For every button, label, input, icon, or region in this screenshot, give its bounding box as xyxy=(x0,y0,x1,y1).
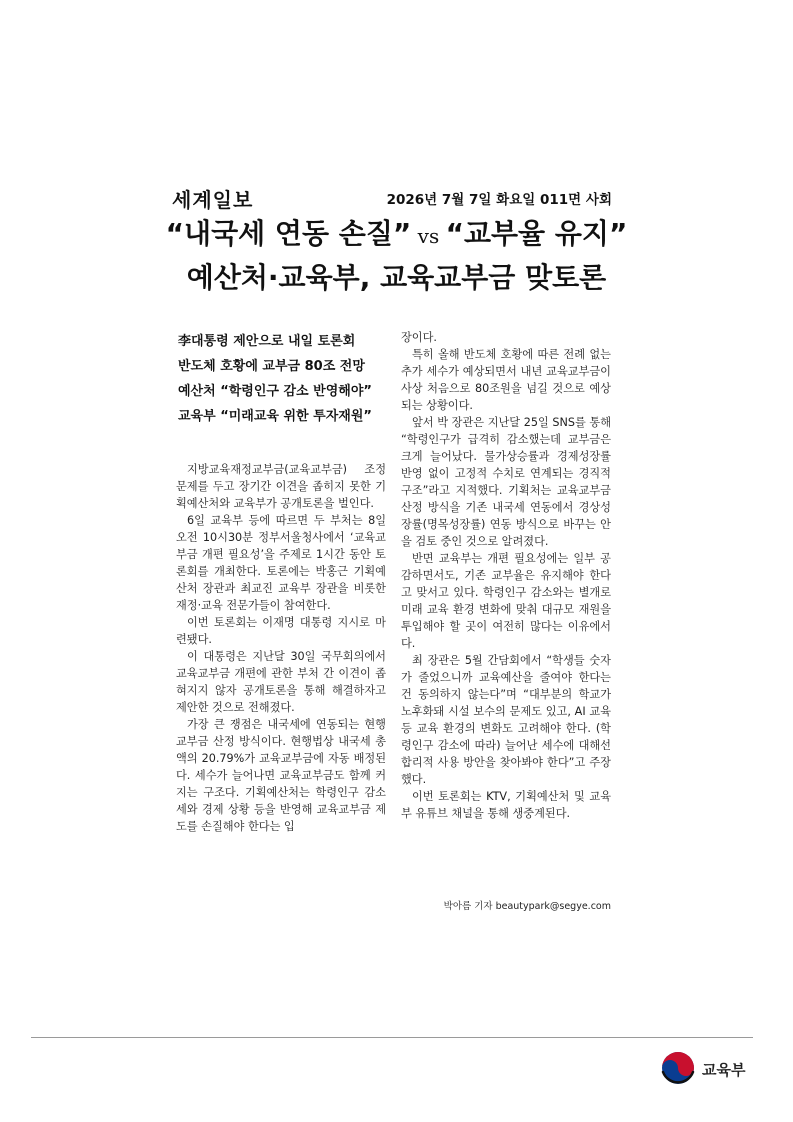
subheadline: 반도체 호황에 교부금 80조 전망 xyxy=(178,359,365,374)
article-paragraph: 이번 토론회는 이재명 대통령 지시로 마련됐다. xyxy=(176,616,386,646)
article-paragraph: 이 대통령은 지난달 30일 국무회의에서 교육교부금 개편에 관한 부처 간 이견이 좁혀지지 않자 공개토론을 통해 해결하자고 제안한 것으로 전해졌다. xyxy=(176,650,386,714)
article-paragraph-continued: 장이다. xyxy=(401,331,437,344)
article-column-right xyxy=(401,329,611,822)
footer-divider xyxy=(31,1037,753,1038)
headline-vs: vs xyxy=(411,224,446,248)
headline-line-1 xyxy=(120,212,673,252)
taegeuk-emblem-icon xyxy=(660,1050,696,1086)
article-paragraph: 반면 교육부는 개편 필요성에는 일부 공감하면서도, 기존 교부율은 유지해야 한다고 맞서고 있다. 학령인구 감소와는 별개로 미래 교육 환경 변화에 맞춰 대규모 재원을 투입해야 할 곳이 여전히 많다는 이유에서다. xyxy=(401,552,611,650)
article-paragraph: 가장 큰 쟁점은 내국세에 연동되는 현행 교부금 산정 방식이다. 현행법상 내국세 총액의 20.79%가 교육교부금에 자동 배정된다. 세수가 늘어나면 교육교부금도 함께 커지는 구조다. 기획예산처는 학령인구 감소세와 경제 상황 등을 반영해 교육교부금 제도를 손질해야 한다는 입 xyxy=(176,718,386,833)
masthead xyxy=(172,184,612,212)
ministry-logo xyxy=(660,1050,760,1090)
subheadline: 李대통령 제안으로 내일 토론회 xyxy=(178,334,356,349)
article-paragraph: 앞서 박 장관은 지난달 25일 SNS를 통해 “학령인구가 급격히 감소했는데 교부금은 크게 늘어났다. 물가상승률과 경제성장률 반영 없이 고정적 수치로 연계되는 경직적 구조”라고 지적했다. 기획처는 교육교부금 산정 방식을 기존 내국세 연동에서 경상성장률(명목성장률) 연동 방식으로 바꾸는 안을 검토 중인 것으로 알려졌다. xyxy=(401,416,611,548)
byline: 박아름 기자 beautypark@segye.com xyxy=(443,901,611,912)
subheadline: 예산처 “학령인구 감소 반영해야” xyxy=(178,384,372,399)
article-paragraph: 특히 올해 반도체 호황에 따른 전례 없는 추가 세수가 예상되면서 내년 교육교부금이 사상 처음으로 80조원을 넘길 것으로 예상되는 상황이다. xyxy=(401,348,611,412)
ministry-logo-text: 교육부 xyxy=(702,1061,746,1079)
article-paragraph: 이번 토론회는 KTV, 기획예산처 및 교육부 유튜브 채널을 통해 생중계된다. xyxy=(401,790,611,820)
headline-quote-b: “교부율 유지” xyxy=(445,217,628,250)
headline-line-2: 예산처·교육부, 교육교부금 맞토론 xyxy=(186,261,607,294)
subheadline: 교육부 “미래교육 위한 투자재원” xyxy=(178,409,372,424)
subheadlines xyxy=(178,329,388,429)
article-paragraph: 6일 교육부 등에 따르면 두 부처는 8일 오전 10시30분 정부서울청사에서 ‘교육교부금 개편 필요성’을 주제로 1시간 동안 토론회를 개최한다. 토론에는 박홍근 기획예산처 장관과 최교진 교육부 장관을 비롯한 재정·교육 전문가들이 참여한다. xyxy=(176,514,386,612)
dateline: 2026년 7월 7일 화요일 011면 사회 xyxy=(386,192,612,208)
article-column-left xyxy=(176,461,386,835)
article-paragraph: 최 장관은 5월 간담회에서 “학생들 숫자가 줄었으니까 교육예산을 줄여야 한다는 건 동의하지 않는다”며 “대부분의 학교가 노후화돼 시설 보수의 문제도 있고, AI 교육 등 교육 환경의 변화도 고려해야 한다. (학령인구 감소에 따라) 늘어난 세수에 대해선 합리적 사용 방안을 찾아봐야 한다”고 주장했다. xyxy=(401,654,611,786)
newspaper-name: 세계일보 xyxy=(172,188,254,212)
article-paragraph: 지방교육재정교부금(교육교부금) 조정 문제를 두고 장기간 이견을 좁히지 못한 기획예산처와 교육부가 공개토론을 벌인다. xyxy=(176,463,386,510)
headline-quote-a: “내국세 연동 손질” xyxy=(165,217,412,250)
